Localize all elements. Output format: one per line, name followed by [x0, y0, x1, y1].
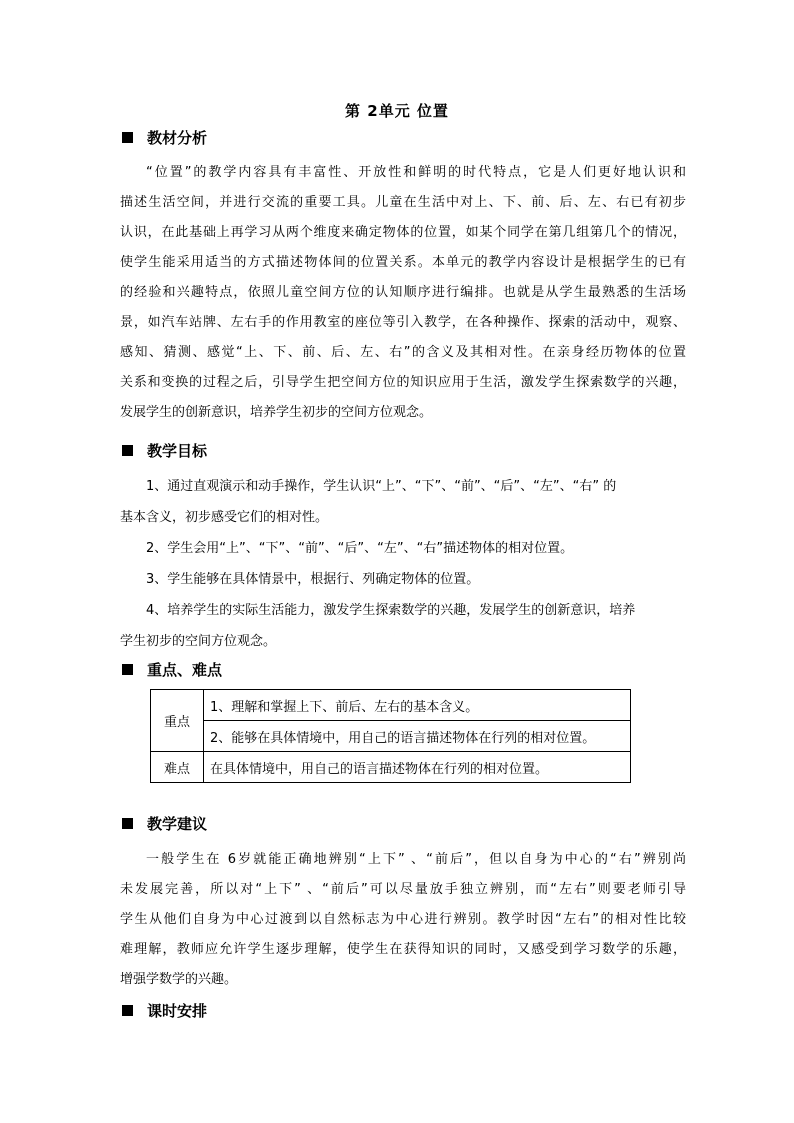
square-bullet-icon — [122, 664, 133, 675]
table-row — [151, 752, 631, 783]
table-row — [151, 690, 631, 721]
paragraph-line: 使学生能采用适当的方式描述物体间的位置关系。本单元的教学内容设计是根据学生的已有 — [120, 255, 686, 270]
section-heading-label: 教材分析 — [147, 129, 208, 147]
paragraph-line: 的经验和兴趣特点，依照儿童空间方位的认知顺序进行编排。也就是从学生最熟悉的生活场 — [120, 285, 686, 300]
section-heading-label: 课时安排 — [147, 1002, 208, 1020]
section-heading-schedule — [122, 1000, 207, 1021]
square-bullet-icon — [122, 445, 133, 456]
square-bullet-icon — [122, 818, 133, 829]
paragraph-line: 发展学生的创新意识，培养学生初步的空间方位观念。 — [120, 405, 433, 420]
paragraph-line: 认识，在此基础上再学习从两个维度来确定物体的位置，如某个同学在第几组第几个的情况， — [120, 225, 686, 240]
paragraph-line: 未发展完善，所以对“上下” 、“前后”可以尽量放手独立辨别，而“左右”则要老师引导 — [120, 882, 686, 897]
zhongdian-item-cell: 1、理解和掌握上下、前后、左右的基本含义。 — [204, 690, 631, 721]
paragraph-line: 景，如汽车站牌、左右手的作用教室的座位等引入教学，在各种操作、探索的活动中，观察、 — [120, 315, 686, 330]
keypoints-table — [150, 689, 631, 783]
goals-list — [120, 471, 686, 657]
paragraph-line: 一般学生在 6岁就能正确地辨别“上下” 、“前后”，但以自身为中心的“右”辨别尚 — [146, 852, 686, 867]
goal-line: 3、学生能够在具体情景中，根据行、列确定物体的位置。 — [146, 572, 480, 587]
goal-line: 2、学生会用“上”、“下”、“前”、“后”、“左”、“右”描述物体的相对位置。 — [146, 541, 574, 556]
zhongdian-label-cell: 重点 — [151, 690, 204, 752]
paragraph-line: 学生从他们自身为中心过渡到以自然标志为中心进行辨别。教学时因“左右”的相对性比较 — [120, 912, 686, 927]
section-heading-goals — [122, 440, 207, 461]
section-heading-label: 教学目标 — [147, 442, 208, 460]
paragraph-line: 感知、猜测、感觉“上、下、前、后、左、右”的含义及其相对性。在亲身经历物体的位置 — [120, 345, 686, 360]
square-bullet-icon — [122, 1005, 133, 1016]
goal-line: 4、培养学生的实际生活能力，激发学生探索数学的兴趣，发展学生的创新意识，培养 — [146, 603, 636, 618]
paragraph-line: 难理解，教师应允许学生逐步理解，使学生在获得知识的同时，又感受到学习数学的乐趣， — [120, 942, 686, 957]
section-heading-analysis — [122, 127, 207, 148]
zhongdian-item-cell: 2、能够在具体情境中，用自己的语言描述物体在行列的相对位置。 — [204, 721, 631, 752]
nandian-label-cell: 难点 — [151, 752, 204, 783]
paragraph-line: 描述生活空间，并进行交流的重要工具。儿童在生活中对上、下、前、后、左、右已有初步 — [120, 195, 686, 210]
analysis-paragraph — [120, 158, 686, 428]
section-heading-suggestions — [122, 813, 207, 834]
goal-line: 基本含义，初步感受它们的相对性。 — [120, 510, 329, 525]
suggestions-paragraph — [120, 845, 686, 995]
square-bullet-icon — [122, 132, 133, 143]
page-title: 第 2单元 位置 — [345, 102, 449, 120]
goal-line: 学生初步的空间方位观念。 — [120, 634, 277, 649]
section-heading-label: 教学建议 — [147, 815, 208, 833]
paragraph-line: “位置”的教学内容具有丰富性、开放性和鲜明的时代特点，它是人们更好地认识和 — [146, 165, 686, 180]
section-heading-keypoints — [122, 659, 222, 680]
section-heading-label: 重点、难点 — [147, 661, 223, 679]
goal-line: 1、通过直观演示和动手操作，学生认识“上”、“下”、“前”、“后”、“左”、“右” 的 — [146, 479, 617, 494]
paragraph-line: 增强学数学的兴趣。 — [120, 972, 238, 987]
table-row — [151, 721, 631, 752]
paragraph-line: 关系和变换的过程之后，引导学生把空间方位的知识应用于生活，激发学生探索数学的兴趣， — [120, 375, 686, 390]
nandian-text-cell: 在具体情境中，用自己的语言描述物体在行列的相对位置。 — [204, 752, 631, 783]
